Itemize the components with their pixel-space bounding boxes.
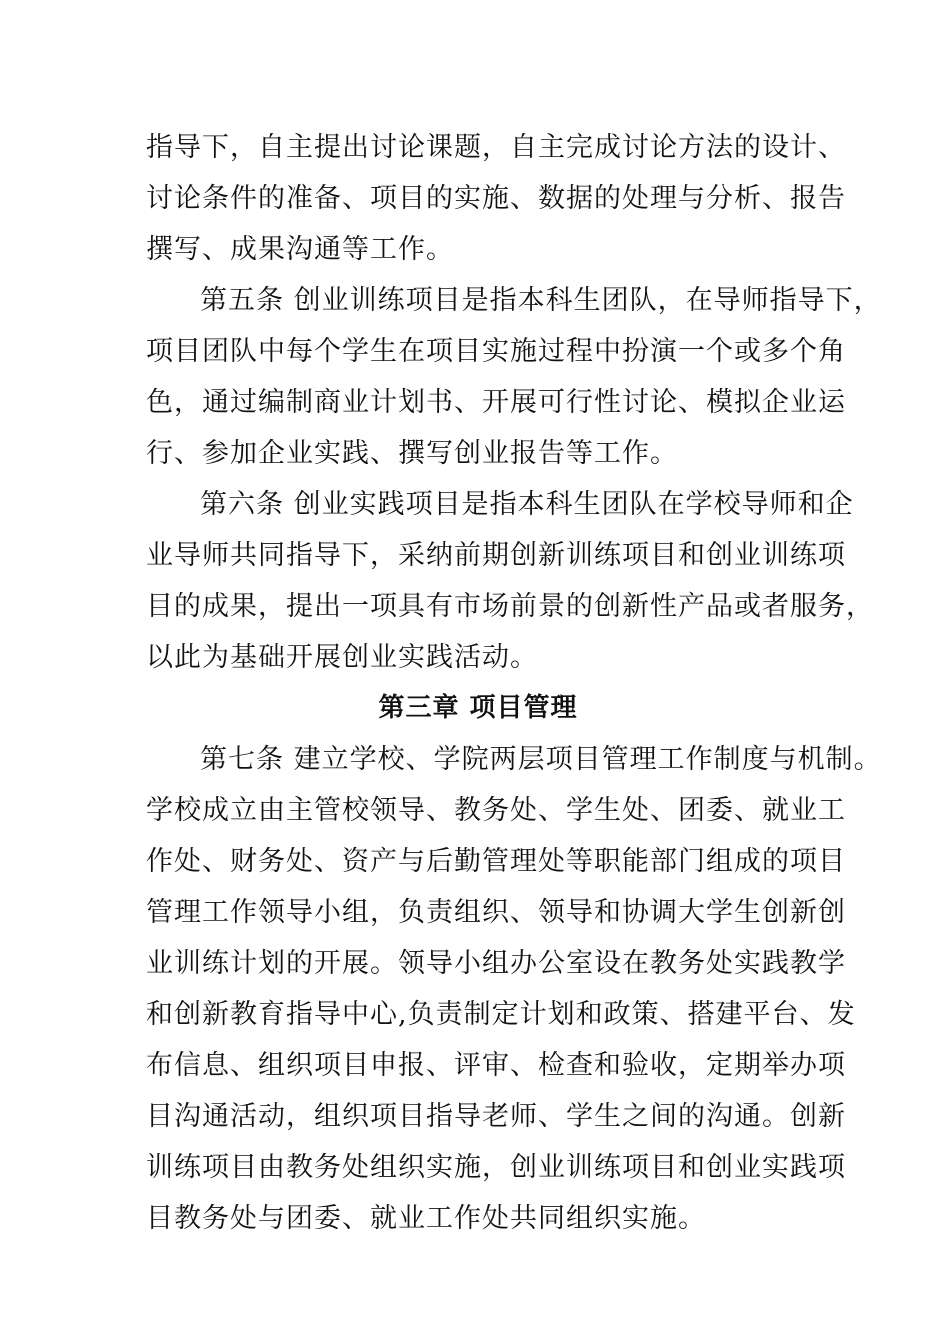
text-line: 和创新教育指导中心,负责制定计划和政策、搭建平台、发 (146, 999, 856, 1030)
text-line: 第五条 创业训练项目是指本科生团队，在导师指导下， (200, 285, 882, 316)
text-line: 以此为基础开展创业实践活动。 (146, 642, 538, 673)
chapter-heading: 第三章 项目管理 (378, 693, 578, 723)
text-line: 目的成果，提出一项具有市场前景的创新性产品或者服务， (146, 591, 874, 622)
text-line: 学校成立由主管校领导、教务处、学生处、团委、就业工 (146, 795, 846, 826)
paragraph-intro (146, 122, 846, 275)
text-line: 项目团队中每个学生在项目实施过程中扮演一个或多个角 (146, 336, 846, 367)
paragraph-article-7 (146, 734, 882, 1244)
text-line: 第七条 建立学校、学院两层项目管理工作制度与机制。 (200, 744, 882, 775)
text-line: 管理工作领导小组，负责组织、领导和协调大学生创新创 (146, 897, 846, 928)
text-line: 讨论条件的准备、项目的实施、数据的处理与分析、报告 (146, 183, 846, 214)
document-body (146, 122, 882, 1244)
text-line: 行、参加企业实践、撰写创业报告等工作。 (146, 438, 678, 469)
text-line: 指导下，自主提出讨论课题，自主完成讨论方法的设计、 (146, 132, 846, 163)
paragraph-article-6 (146, 479, 874, 683)
text-line: 业训练计划的开展。领导小组办公室设在教务处实践教学 (146, 948, 846, 979)
text-line: 目沟通活动，组织项目指导老师、学生之间的沟通。创新 (146, 1101, 846, 1132)
text-line: 色，通过编制商业计划书、开展可行性讨论、模拟企业运 (146, 387, 846, 418)
text-line: 布信息、组织项目申报、评审、检查和验收，定期举办项 (146, 1050, 846, 1081)
text-line: 撰写、成果沟通等工作。 (146, 234, 454, 265)
paragraph-article-5 (146, 275, 882, 479)
text-line: 业导师共同指导下，采纳前期创新训练项目和创业训练项 (146, 540, 846, 571)
text-line: 目教务处与团委、就业工作处共同组织实施。 (146, 1203, 706, 1234)
text-line: 第六条 创业实践项目是指本科生团队在学校导师和企 (200, 489, 854, 520)
text-line: 作处、财务处、资产与后勤管理处等职能部门组成的项目 (146, 846, 846, 877)
text-line: 训练项目由教务处组织实施，创业训练项目和创业实践项 (146, 1152, 846, 1183)
